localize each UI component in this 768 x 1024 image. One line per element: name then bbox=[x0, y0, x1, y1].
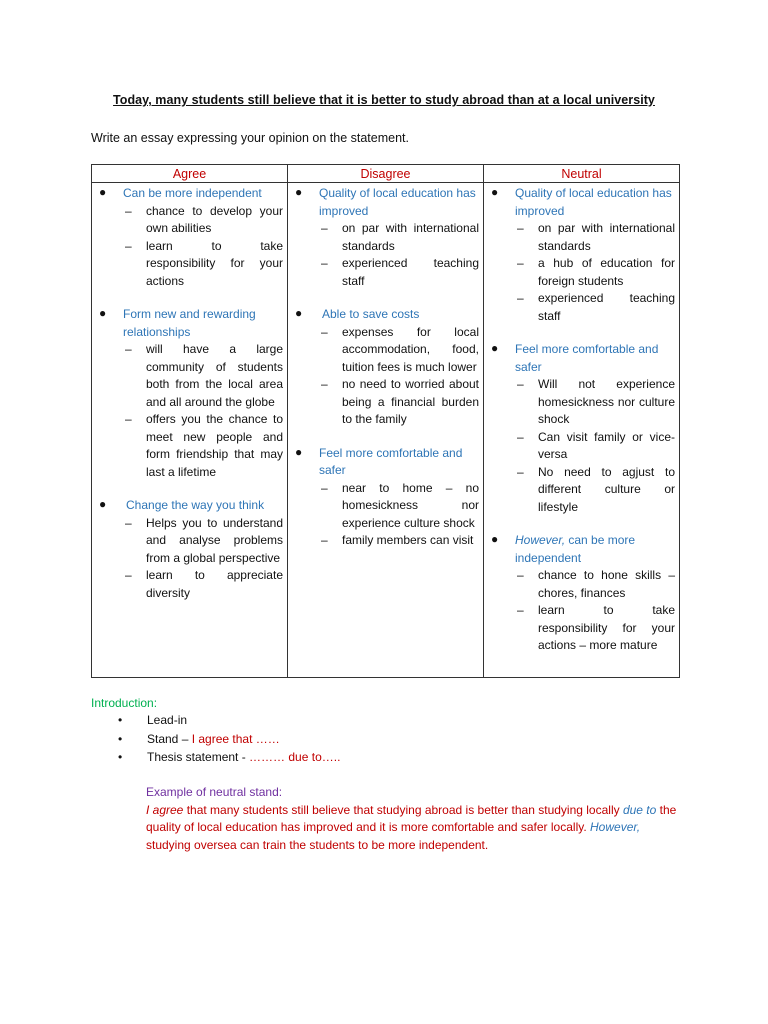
bullet-icon: ● bbox=[491, 532, 499, 546]
sub-point: – learn to take responsibility for your actions – more mature bbox=[517, 603, 675, 652]
sub-point: – No need to agjust to different culture or lifestyle bbox=[517, 464, 675, 514]
sub-point: – Helps you to understand and analyse problems from a global perspective bbox=[125, 515, 283, 565]
intro-item: • Stand – I agree that …… bbox=[91, 730, 340, 749]
sub-point: – offers you the chance to meet new people and form friendship that may last a lifetime bbox=[125, 412, 283, 479]
neutral-point bbox=[488, 532, 675, 655]
sub-point: – experienced teaching staff bbox=[517, 291, 675, 323]
point-title: Form new and rewarding relationships bbox=[123, 307, 256, 339]
intro-item: • Lead-in bbox=[91, 711, 340, 730]
header-agree: Agree bbox=[92, 165, 288, 183]
sub-point: – on par with international standards bbox=[517, 221, 675, 253]
neutral-column bbox=[484, 183, 680, 678]
bullet-icon: ● bbox=[99, 497, 107, 511]
disagree-column bbox=[288, 183, 484, 678]
sub-point: – near to home – no homesickness nor experience culture shock bbox=[321, 480, 479, 530]
introduction-section bbox=[91, 696, 340, 767]
bullet-icon: ● bbox=[99, 306, 107, 320]
agree-column bbox=[92, 183, 288, 678]
introduction-heading: Introduction: bbox=[91, 696, 158, 710]
sub-point: – learn to take responsibility for your actions bbox=[125, 238, 283, 288]
bullet-icon: ● bbox=[491, 185, 499, 199]
bullet-icon: • bbox=[118, 713, 123, 727]
example-heading: Example of neutral stand: bbox=[146, 785, 283, 799]
bullet-icon: ● bbox=[295, 185, 303, 199]
point-title: Quality of local education has improved bbox=[515, 186, 672, 218]
example-section bbox=[146, 784, 686, 854]
sub-point: – learn to appreciate diversity bbox=[125, 568, 283, 600]
point-title: Quality of local education has improved bbox=[319, 186, 476, 218]
intro-item: • Thesis statement - ……… due to….. bbox=[91, 748, 340, 767]
sub-point: – family members can visit bbox=[321, 533, 474, 547]
page-title: Today, many students still believe that it is better to study abroad than at a local university bbox=[113, 93, 655, 107]
bullet-icon: • bbox=[118, 750, 123, 764]
disagree-point bbox=[292, 306, 479, 429]
table-body-row bbox=[92, 183, 680, 678]
agree-point bbox=[96, 497, 283, 602]
opinion-table bbox=[91, 164, 680, 678]
sub-point: – a hub of education for foreign students bbox=[517, 256, 675, 288]
agree-point bbox=[96, 306, 283, 481]
sub-point: – Can visit family or vice-versa bbox=[517, 429, 675, 461]
sub-point: – experienced teaching staff bbox=[321, 256, 479, 288]
point-title: Feel more comfortable and safer bbox=[319, 445, 463, 477]
sub-point: – will have a large community of students both from the local area and all around the globe bbox=[125, 342, 283, 409]
sub-point: – chance to hone skills – chores, finances bbox=[517, 568, 675, 600]
point-title: Can be more independent bbox=[123, 186, 262, 200]
bullet-icon: ● bbox=[295, 444, 303, 459]
bullet-icon: ● bbox=[295, 306, 303, 320]
point-title: Feel more comfortable and safer bbox=[515, 342, 659, 374]
sub-point: – expenses for local accommodation, food, tuition fees is much lower bbox=[321, 324, 479, 374]
sub-point: – no need to worried about being a financial burden to the family bbox=[321, 377, 479, 426]
bullet-icon: • bbox=[118, 731, 123, 746]
sub-point: – on par with international standards bbox=[321, 221, 479, 253]
neutral-point bbox=[488, 341, 675, 516]
essay-instruction: Write an essay expressing your opinion on the statement. bbox=[91, 131, 409, 145]
sub-point: – Will not experience homesickness nor culture shock bbox=[517, 377, 675, 426]
point-title: However, can be more independent bbox=[515, 533, 636, 565]
point-title: Able to save costs bbox=[322, 307, 420, 321]
header-neutral: Neutral bbox=[484, 165, 680, 183]
bullet-icon: ● bbox=[99, 185, 107, 199]
disagree-point bbox=[292, 445, 479, 550]
point-title: Change the way you think bbox=[126, 498, 265, 512]
table-header-row bbox=[92, 165, 680, 183]
example-paragraph: I agree that many students still believe that studying abroad is better than studying locally due to the quality of local education has improved and it is more comfortable and safer locally. However, studying oversea can train the students to be more independent. bbox=[146, 802, 677, 852]
sub-point: – chance to develop your own abilities bbox=[125, 203, 283, 235]
agree-point bbox=[96, 185, 283, 290]
header-disagree: Disagree bbox=[288, 165, 484, 183]
neutral-point bbox=[488, 185, 675, 325]
bullet-icon: ● bbox=[491, 341, 499, 355]
disagree-point bbox=[292, 185, 479, 290]
